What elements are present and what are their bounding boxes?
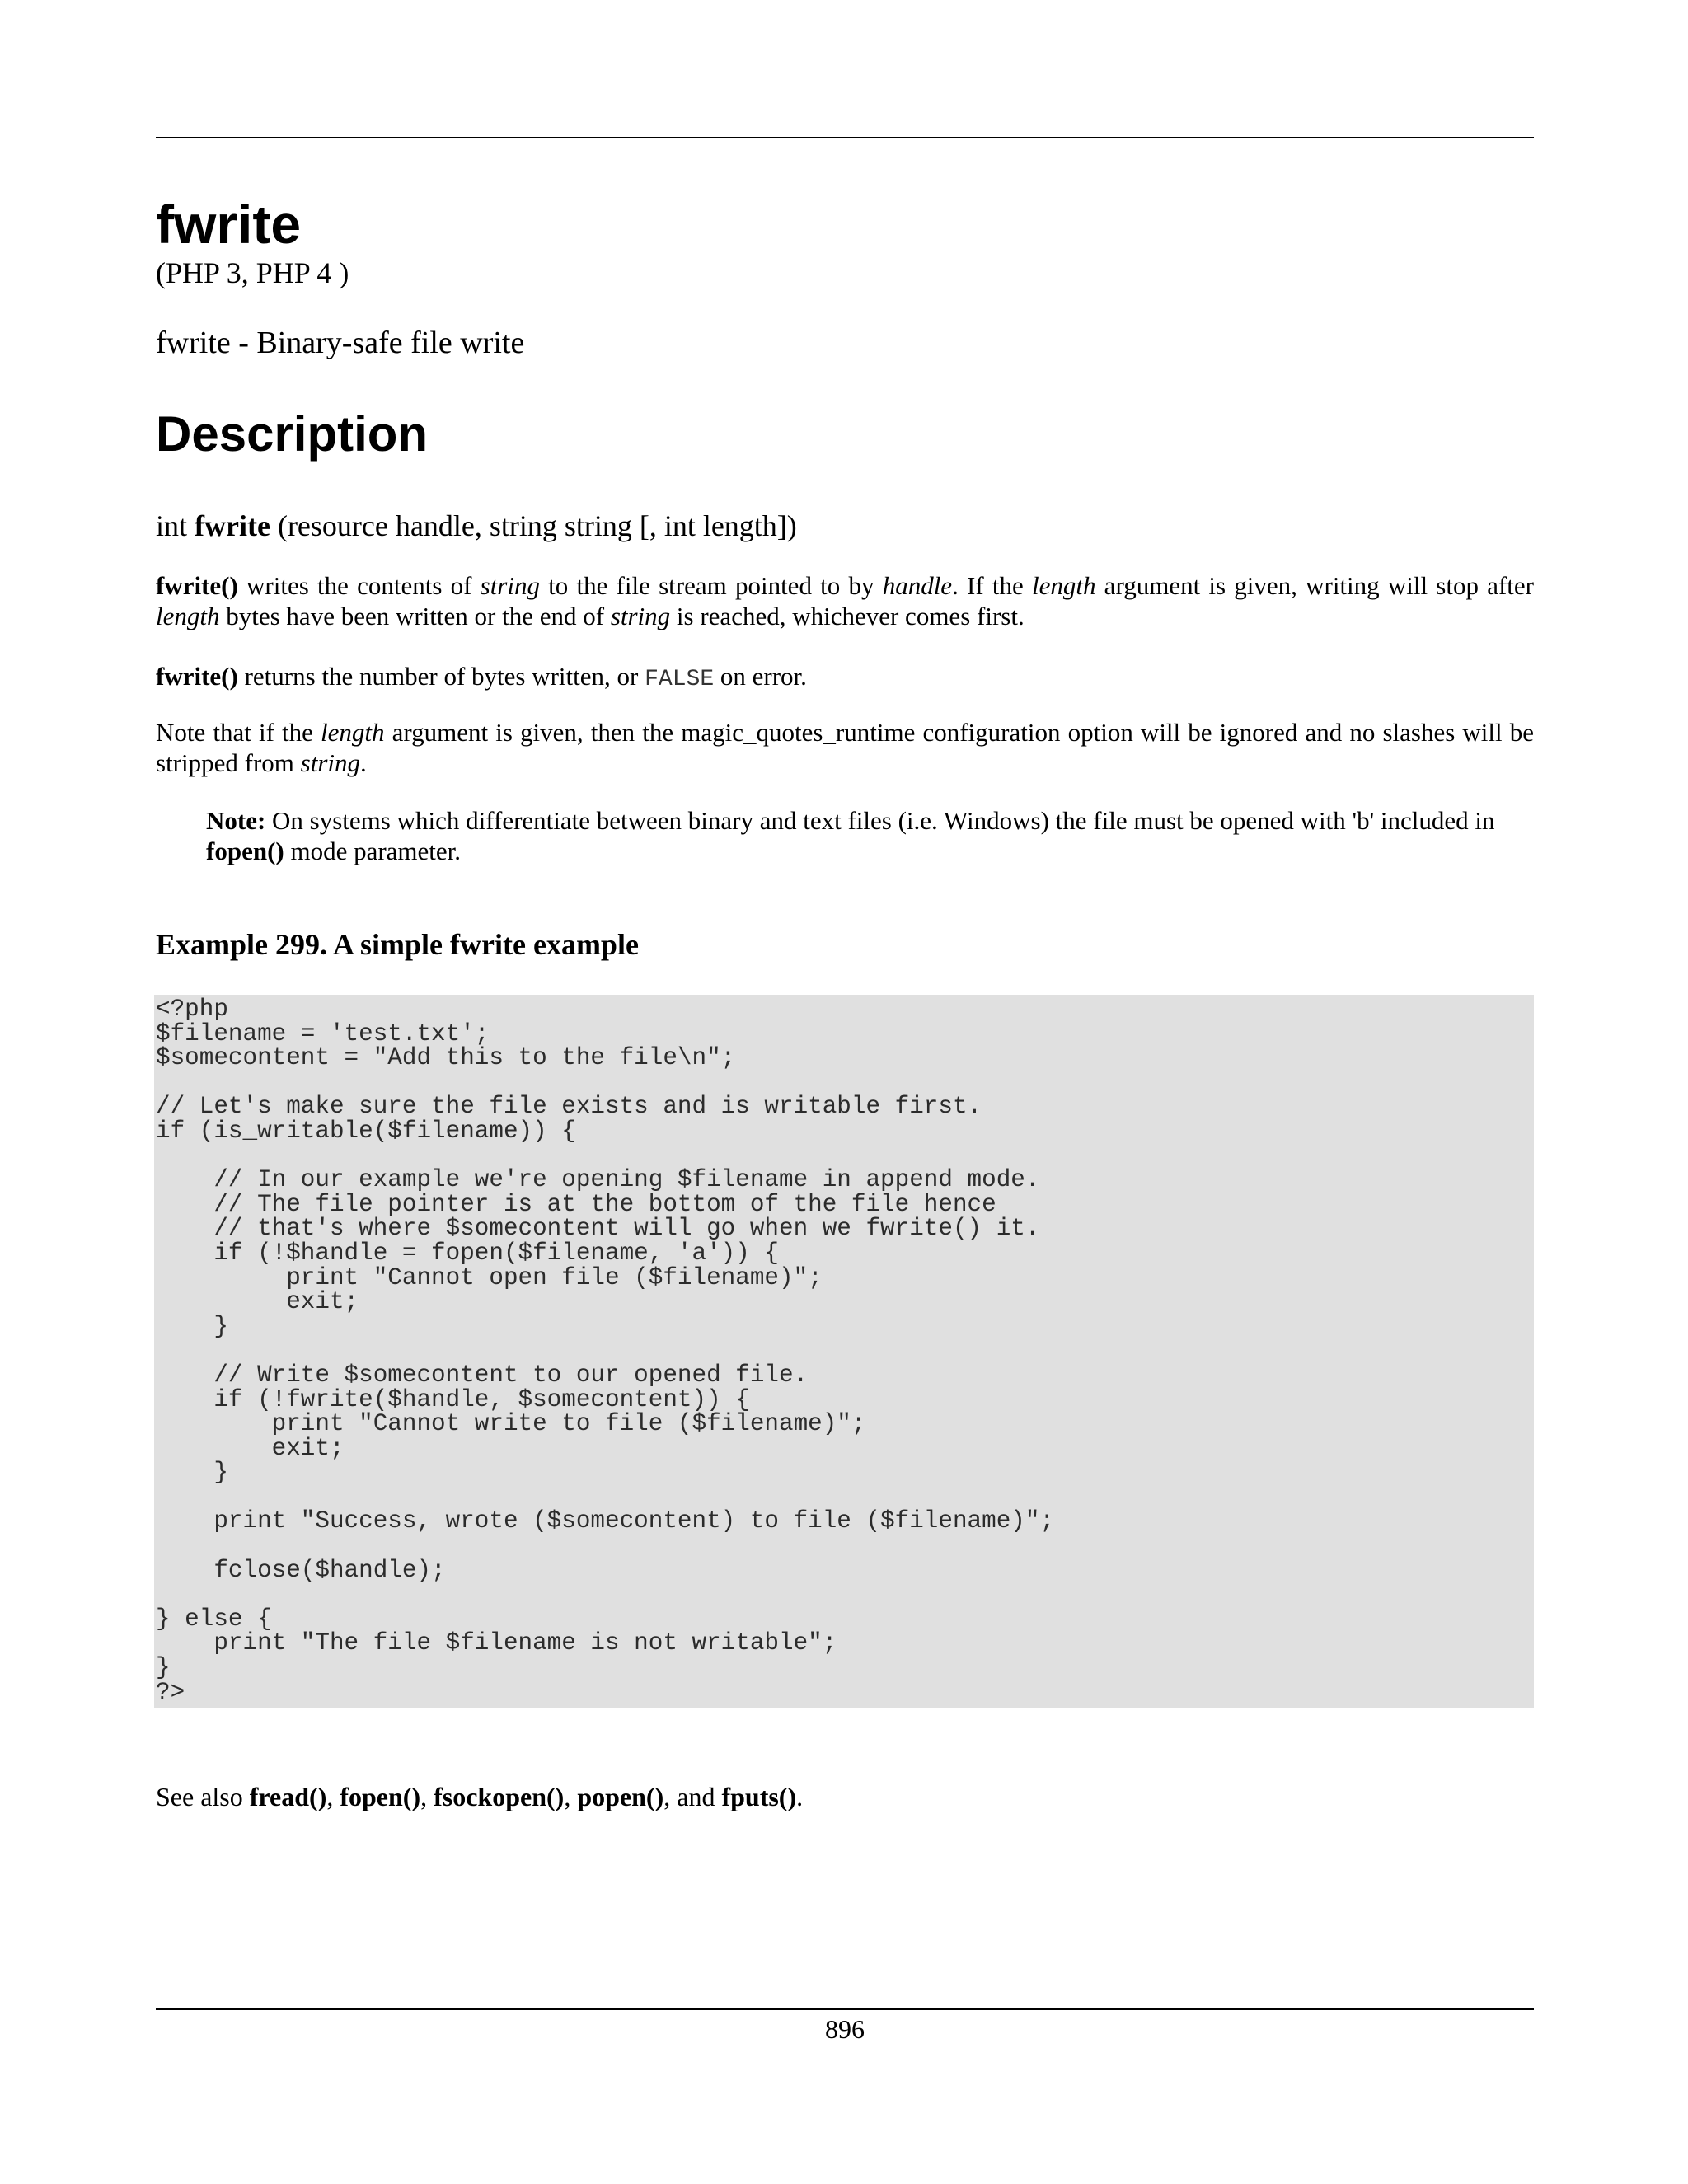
param-ref: length	[1031, 571, 1096, 600]
function-params: (resource handle, string string [, int length])	[277, 509, 797, 542]
text-run: bytes have been written or the end of	[219, 602, 611, 630]
text-run: is reached, whichever comes first.	[670, 602, 1025, 630]
text-run: to the file stream pointed to by	[539, 571, 883, 600]
see-also-link-fread[interactable]: fread()	[249, 1782, 327, 1811]
text-run: ,	[564, 1782, 578, 1811]
param-ref: string	[480, 571, 540, 600]
function-ref: fwrite()	[156, 662, 238, 691]
param-ref: length	[321, 718, 385, 747]
text-run: returns the number of bytes written, or	[237, 662, 645, 691]
bottom-rule	[156, 2008, 1534, 2010]
see-also-link-popen[interactable]: popen()	[577, 1782, 664, 1811]
ref-purpose: fwrite - Binary-safe file write	[156, 326, 525, 360]
description-heading: Description	[156, 406, 429, 462]
code-listing: <?php $filename = 'test.txt'; $somecontent = "Add this to the file\n"; // Let's make sure the file exists and is writable first. if (is_writable($filename)) { // In our example we're opening $filename in append mode. // The file pointer is at the bottom of the file hence // that's where $somecontent will go when we fwrite() it. if (!$handle = fopen($filename, 'a')) { print "Cannot open file ($filename)"; exit; } // Write $somecontent to our opened file. if (!fwrite($handle, $somecontent)) { print "Cannot write to file ($filename)"; exit; } print "Success, wrote ($somecontent) to file ($filename)"; fclose($handle); } else { print "The file $filename is not writable"; } ?>	[156, 996, 1055, 1706]
text-run: , and	[663, 1782, 722, 1811]
text-run: ,	[326, 1782, 340, 1811]
top-rule	[156, 137, 1534, 138]
function-synopsis	[156, 507, 797, 545]
note-label: Note:	[206, 806, 266, 835]
see-also-link-fopen[interactable]: fopen()	[340, 1782, 421, 1811]
see-also-link-fputs[interactable]: fputs()	[721, 1782, 797, 1811]
see-also-link-fsockopen[interactable]: fsockopen()	[434, 1782, 565, 1811]
text-run: .	[360, 748, 367, 777]
php-versions: (PHP 3, PHP 4 )	[156, 256, 349, 289]
constant-false: FALSE	[645, 667, 715, 692]
text-run: on error.	[714, 662, 807, 691]
page-title: fwrite	[156, 194, 302, 255]
return-type: int	[156, 509, 188, 542]
text-run: argument is given, then the magic_quotes_runtime configuration option will be ignored and no slashes will be stripped from	[156, 718, 1534, 777]
param-ref: handle	[882, 571, 953, 600]
text-run: ,	[420, 1782, 434, 1811]
page-number: 896	[825, 2014, 865, 2044]
code-example	[154, 995, 1534, 1708]
param-ref: length	[156, 602, 220, 630]
text-run: .	[796, 1782, 804, 1811]
text-run: mode parameter.	[284, 837, 462, 865]
param-ref: string	[300, 748, 360, 777]
function-ref: fopen()	[206, 837, 284, 865]
example-title: Example 299. A simple fwrite example	[156, 928, 639, 961]
text-run: Note that if the	[156, 718, 321, 747]
description-paragraph-1	[156, 570, 1534, 631]
function-name: fwrite	[195, 509, 270, 542]
param-ref: string	[610, 602, 671, 630]
see-also	[156, 1780, 803, 1813]
description-paragraph-2	[156, 661, 1534, 695]
text-run: See also	[156, 1782, 250, 1811]
text-run: . If the	[952, 571, 1032, 600]
note-block	[206, 805, 1534, 866]
text-run: argument is given, writing will stop after	[1095, 571, 1534, 600]
function-ref: fwrite()	[156, 571, 238, 600]
text-run: writes the contents of	[237, 571, 481, 600]
text-run: On systems which differentiate between binary and text files (i.e. Windows) the file must be opened with 'b' included in	[265, 806, 1495, 835]
description-paragraph-3	[156, 717, 1534, 778]
